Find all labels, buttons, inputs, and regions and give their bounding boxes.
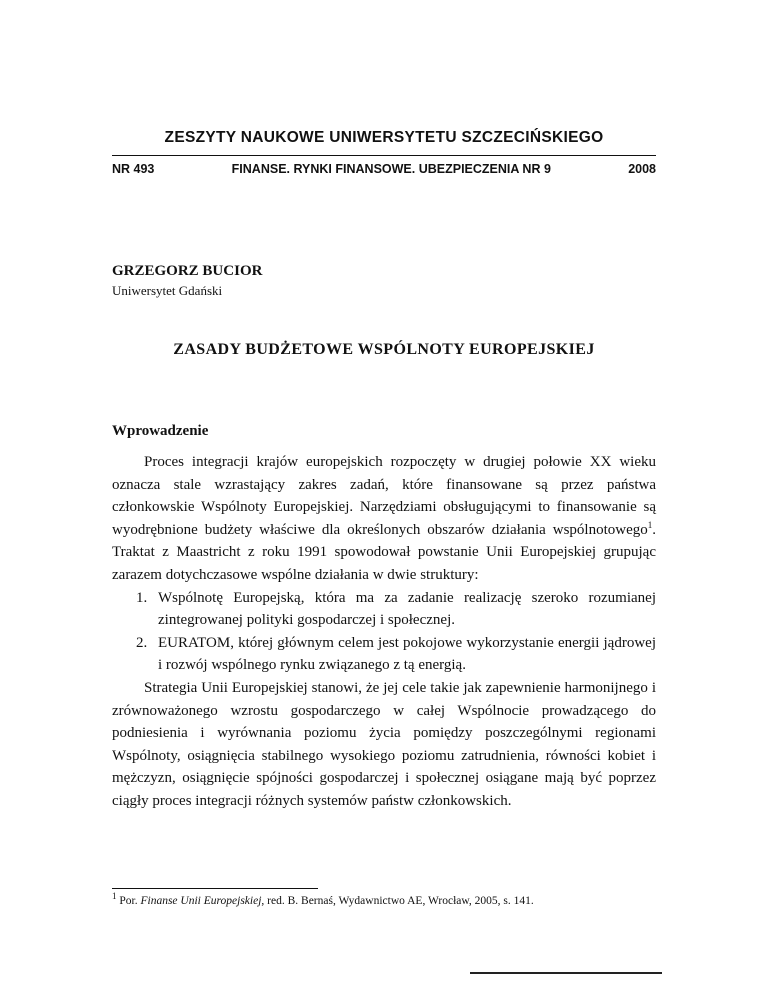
- header-rule: [112, 155, 656, 156]
- section-heading: Wprowadzenie: [112, 423, 209, 439]
- footnote: [112, 891, 656, 907]
- author-affiliation: Uniwersytet Gdański: [112, 283, 223, 298]
- issue-line: [112, 162, 656, 176]
- footnote-rest: , red. B. Bernaś, Wydawnictwo AE, Wrocław, 2005, s. 141.: [261, 895, 534, 907]
- list-item-text: EURATOM, której głównym celem jest pokojowe wykorzystanie energii jądrowej i rozwój wspólnego rynku związanego z tą energią.: [158, 634, 656, 674]
- footnote-prefix: Por.: [119, 895, 138, 907]
- journal-title: ZESZYTY NAUKOWE UNIWERSYTETU SZCZECIŃSKIEGO: [164, 129, 604, 146]
- issue-year: 2008: [628, 162, 656, 176]
- paragraph: Strategia Unii Europejskiej stanowi, że jej cele takie jak zapewnienie harmonijnego i zrównoważonego wzrostu gospodarczego w całej Wspólnocie prowadzącego do podniesienia i wyrównania poziomu życia pomiędzy poszczególnymi regionami Wspólnoty, osiągnięcia stabilnego wysokiego poziomu zatrudnienia, równości kobiet i mężczyzn, osiągnięcie spójności gospodarczej i społecznej osiągane mają być poprzez ciągły proces integracji różnych systemów państw członkowskich.: [112, 679, 656, 809]
- list-number: 1.: [136, 589, 148, 606]
- paragraph-text-cont: . Traktat z Maastricht z roku 1991 spowodował powstanie Unii Europejskiej grupując zarazem dotychczasowe wspólne działania w dwie struktury:: [112, 521, 656, 583]
- footnote-reference[interactable]: 1: [647, 519, 653, 530]
- paragraph: [112, 451, 656, 587]
- article-body: [112, 451, 656, 813]
- page-bottom-rule: [470, 972, 662, 974]
- footnote-title: Finanse Unii Europejskiej: [140, 895, 262, 907]
- issue-number: NR 493: [112, 162, 155, 176]
- list-item: [112, 632, 656, 677]
- list-number: 2.: [136, 634, 148, 651]
- paragraph-text: Proces integracji krajów europejskich rozpoczęty w drugiej połowie XX wieku oznacza stale wzrastający zakres zadań, które finansowane są przez państwa członkowskie Wspólnoty Europejskiej. Narzędziami obsługującymi to finansowanie są wyodrębnione budżety właściwe dla określonych obszarów działania wspólnotowego: [112, 454, 656, 538]
- author-name: GRZEGORZ BUCIOR: [112, 263, 263, 279]
- footnote-separator: [112, 888, 318, 889]
- footnote-marker: 1: [112, 891, 117, 902]
- series-title: FINANSE. RYNKI FINANSOWE. UBEZPIECZENIA NR 9: [231, 162, 551, 176]
- list-item: [112, 587, 656, 632]
- list-item-text: Wspólnotę Europejską, która ma za zadanie realizację szeroko rozumianej zintegrowanej polityki gospodarczej i społecznej.: [158, 589, 656, 629]
- numbered-list: [112, 587, 656, 677]
- article-title: ZASADY BUDŻETOWE WSPÓLNOTY EUROPEJSKIEJ: [173, 341, 595, 358]
